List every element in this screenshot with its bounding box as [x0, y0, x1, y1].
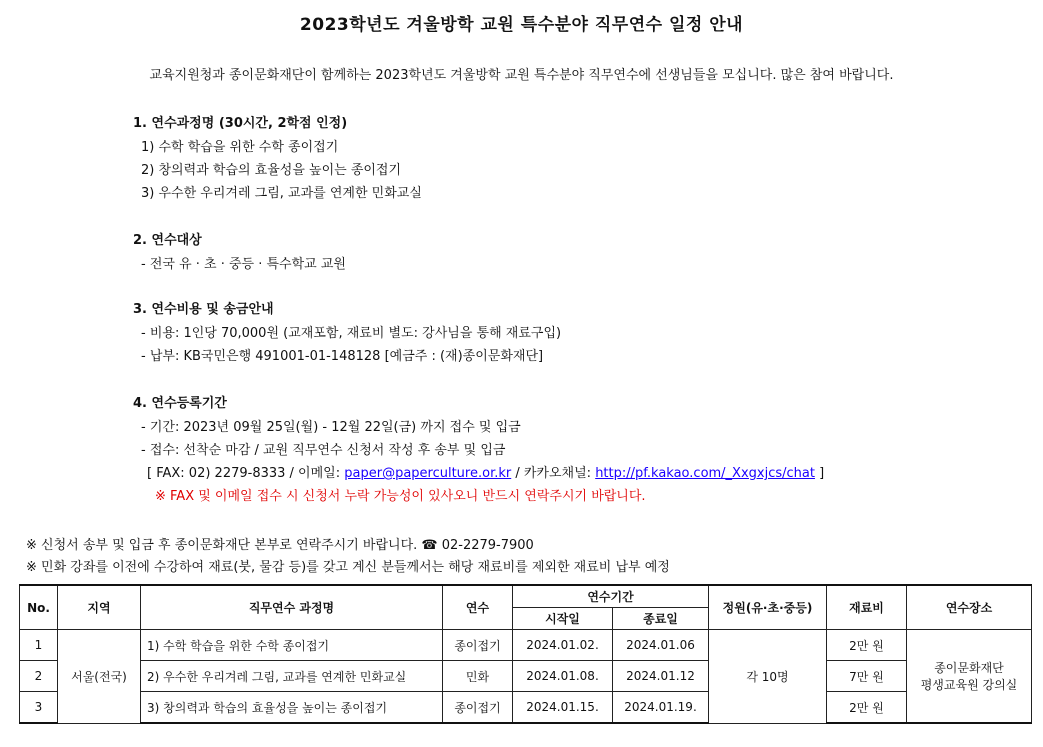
- intro-text: 교육지원청과 종이문화재단이 함께하는 2023학년도 겨울방학 교원 특수분야 직무연수에 선생님들을 모십니다. 많은 참여 바랍니다.: [149, 68, 894, 83]
- cell-start: 2024.01.08.: [513, 661, 613, 692]
- cell-no: 1: [20, 630, 58, 661]
- note-item: ※ 신청서 송부 및 입금 후 종이문화재단 본부로 연락주시기 바랍니다. ☎ 02-2279-7900: [26, 538, 534, 553]
- kakao-channel-link[interactable]: http://pf.kakao.com/_Xxgxjcs/chat: [595, 466, 815, 481]
- venue-line: 평생교육원 강의실: [920, 678, 1018, 692]
- list-item: 1) 수학 학습을 위한 수학 종이접기: [141, 140, 339, 155]
- section-register: [133, 392, 824, 509]
- cell-venue: [907, 630, 1032, 724]
- section-heading: 3. 연수비용 및 송금안내: [133, 302, 274, 317]
- cell-end: 2024.01.19.: [613, 692, 709, 724]
- section-heading: 1. 연수과정명 (30시간, 2학점 인정): [133, 116, 348, 131]
- cell-no: 2: [20, 661, 58, 692]
- header-fee: 재료비: [827, 585, 907, 630]
- header-type: 연수: [443, 585, 513, 630]
- cell-fee: 7만 원: [827, 661, 907, 692]
- email-link[interactable]: paper@paperculture.or.kr: [344, 466, 512, 481]
- notes: [26, 535, 670, 579]
- section-heading: 2. 연수대상: [133, 233, 202, 248]
- list-item: 2) 창의력과 학습의 효율성을 높이는 종이접기: [141, 163, 402, 178]
- header-start: 시작일: [513, 608, 613, 630]
- contact-mid: / 카카오채널:: [511, 466, 596, 481]
- page-title: 2023학년도 겨울방학 교원 특수분야 직무연수 일정 안내: [299, 15, 744, 35]
- register-period: - 기간: 2023년 09월 25일(월) - 12월 22일(금) 까지 접수 및 입금: [141, 420, 521, 435]
- cell-start: 2024.01.15.: [513, 692, 613, 724]
- cell-end: 2024.01.12: [613, 661, 709, 692]
- header-venue: 연수장소: [907, 585, 1032, 630]
- list-item: - 전국 유 · 초 · 중등 · 특수학교 교원: [141, 257, 346, 272]
- table-row: [20, 661, 1032, 692]
- warning-text: ※ FAX 및 이메일 접수 시 신청서 누락 가능성이 있사오니 반드시 연락주시기 바랍니다.: [155, 489, 646, 504]
- section-course: [133, 112, 422, 205]
- cell-type: 종이접기: [443, 692, 513, 724]
- list-item: - 비용: 1인당 70,000원 (교재포함, 재료비 별도: 강사님을 통해 재료구입): [141, 326, 562, 341]
- contact-suffix: ]: [814, 466, 825, 481]
- cell-course: 1) 수학 학습을 위한 수학 종이접기: [141, 630, 443, 661]
- cell-course: 2) 우수한 우리겨레 그림, 교과를 연계한 민화교실: [141, 661, 443, 692]
- header-period: 연수기간: [513, 585, 709, 608]
- venue-line: 종이문화재단: [934, 661, 1004, 675]
- header-end: 종료일: [613, 608, 709, 630]
- section-target: [133, 229, 346, 276]
- cell-fee: 2만 원: [827, 630, 907, 661]
- table-row: [20, 630, 1032, 661]
- list-item: - 납부: KB국민은행 491001-01-148128 [예금주 : (재)종이문화재단]: [141, 349, 544, 364]
- header-capacity: 정원(유·초·중등): [709, 585, 827, 630]
- header-no: No.: [20, 585, 58, 630]
- cell-capacity: 각 10명: [709, 630, 827, 724]
- contact-prefix: [ FAX: 02) 2279-8333 / 이메일:: [147, 466, 345, 481]
- note-item: ※ 민화 강좌를 이전에 수강하여 재료(붓, 물감 등)를 갖고 계신 분들께서는 해당 재료비를 제외한 재료비 납부 예정: [26, 560, 670, 575]
- header-course: 직무연수 과정명: [141, 585, 443, 630]
- header-region: 지역: [58, 585, 141, 630]
- cell-fee: 2만 원: [827, 692, 907, 724]
- section-heading: 4. 연수등록기간: [133, 396, 227, 411]
- cell-no: 3: [20, 692, 58, 724]
- cell-region: 서울(전국): [58, 630, 141, 724]
- register-method: - 접수: 선착순 마감 / 교원 직무연수 신청서 작성 후 송부 및 입금: [141, 443, 506, 458]
- cell-type: 종이접기: [443, 630, 513, 661]
- cell-end: 2024.01.06: [613, 630, 709, 661]
- cell-course: 3) 창의력과 학습의 효율성을 높이는 종이접기: [141, 692, 443, 724]
- register-contact: [133, 462, 824, 485]
- cell-type: 민화: [443, 661, 513, 692]
- schedule-table: [19, 584, 1032, 724]
- section-cost: [133, 298, 561, 368]
- list-item: 3) 우수한 우리겨레 그림, 교과를 연계한 민화교실: [141, 186, 422, 201]
- table-row: [20, 692, 1032, 724]
- cell-start: 2024.01.02.: [513, 630, 613, 661]
